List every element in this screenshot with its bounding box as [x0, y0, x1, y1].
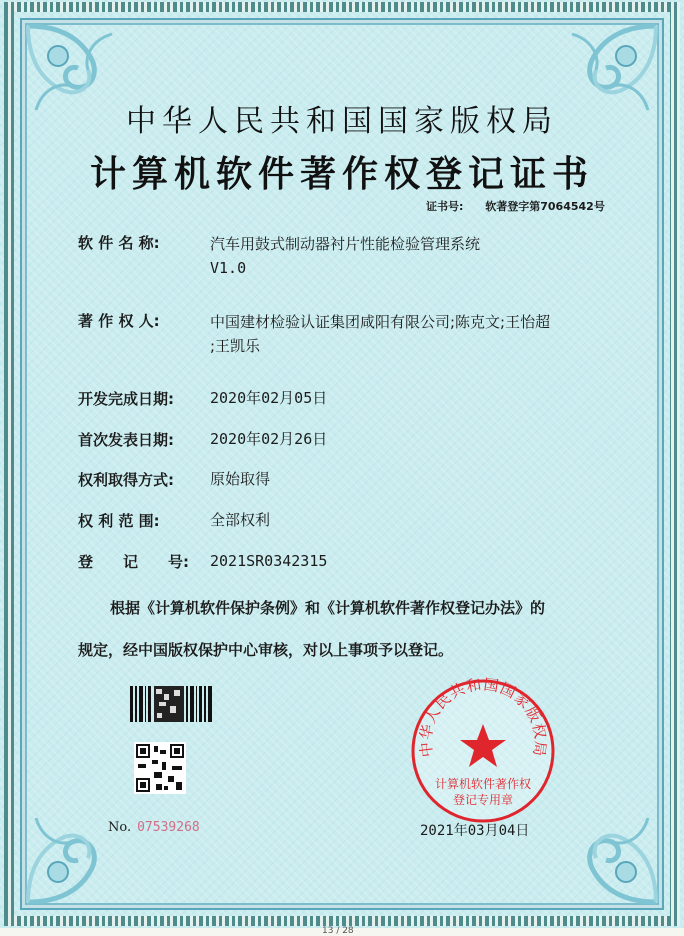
software-version: V1.0: [210, 259, 247, 277]
software-name-row: [78, 232, 481, 277]
issue-date: 2021年03月04日: [420, 823, 530, 839]
issuer-name: 中华人民共和国国家版权局: [126, 104, 558, 139]
qr-code: [134, 742, 186, 794]
owner-line-2: ;王凯乐: [210, 337, 261, 355]
method-label: 权利取得方式:: [78, 471, 174, 489]
body-line-2: 规定，经中国版权保护中心审核，对以上事项予以登记。: [78, 641, 454, 659]
dev-date-value: 2020年02月05日: [210, 389, 328, 407]
corner-ornament-icon: [542, 788, 662, 908]
serial-value: 07539268: [137, 820, 200, 835]
scope-value: 全部权利: [210, 511, 271, 529]
method-value: 原始取得: [210, 470, 271, 488]
certificate-number: [426, 198, 605, 214]
serial-number: [108, 820, 200, 835]
seal-arc-text: 中华人民共和国国家版权局: [416, 676, 550, 759]
certificate-number-value: 软著登字第7064542号: [485, 200, 605, 213]
owner-value: [210, 310, 610, 358]
owner-line-1: 中国建材检验认证集团咸阳有限公司;陈克文;王怡超: [210, 313, 551, 331]
pub-date-row: [78, 429, 328, 450]
pub-date-value: 2020年02月26日: [210, 430, 328, 448]
software-name-label: 软 件 名 称:: [78, 234, 160, 252]
serial-label: No.: [108, 820, 132, 835]
certificate-number-label: 证书号:: [426, 200, 464, 213]
owner-label: 著 作 权 人:: [78, 312, 160, 330]
barcode: [130, 686, 212, 722]
software-name: 汽车用鼓式制动器衬片性能检验管理系统: [210, 235, 481, 253]
scope-label: 权 利 范 围:: [78, 512, 160, 530]
pub-date-label: 首次发表日期:: [78, 431, 174, 449]
corner-ornament-icon: [22, 788, 142, 908]
reg-no-label: 登 记 号:: [78, 553, 189, 571]
scope-row: [78, 510, 271, 531]
body-line-1: 根据《计算机软件保护条例》和《计算机软件著作权登记办法》的: [110, 599, 546, 617]
method-row: [78, 469, 271, 490]
software-name-value: [210, 232, 610, 280]
seal-line-1: 计算机软件著作权: [434, 777, 532, 791]
dev-date-label: 开发完成日期:: [78, 390, 174, 408]
dev-date-row: [78, 388, 328, 409]
page-number: 13 / 28: [322, 926, 354, 936]
owner-row: [78, 310, 551, 355]
official-seal: [408, 676, 558, 826]
reg-no-value: 2021SR0342315: [210, 552, 328, 570]
certificate-title: 计算机软件著作权登记证书: [89, 154, 594, 195]
reg-no-row: [78, 551, 328, 572]
seal-line-2: 登记专用章: [452, 793, 514, 807]
